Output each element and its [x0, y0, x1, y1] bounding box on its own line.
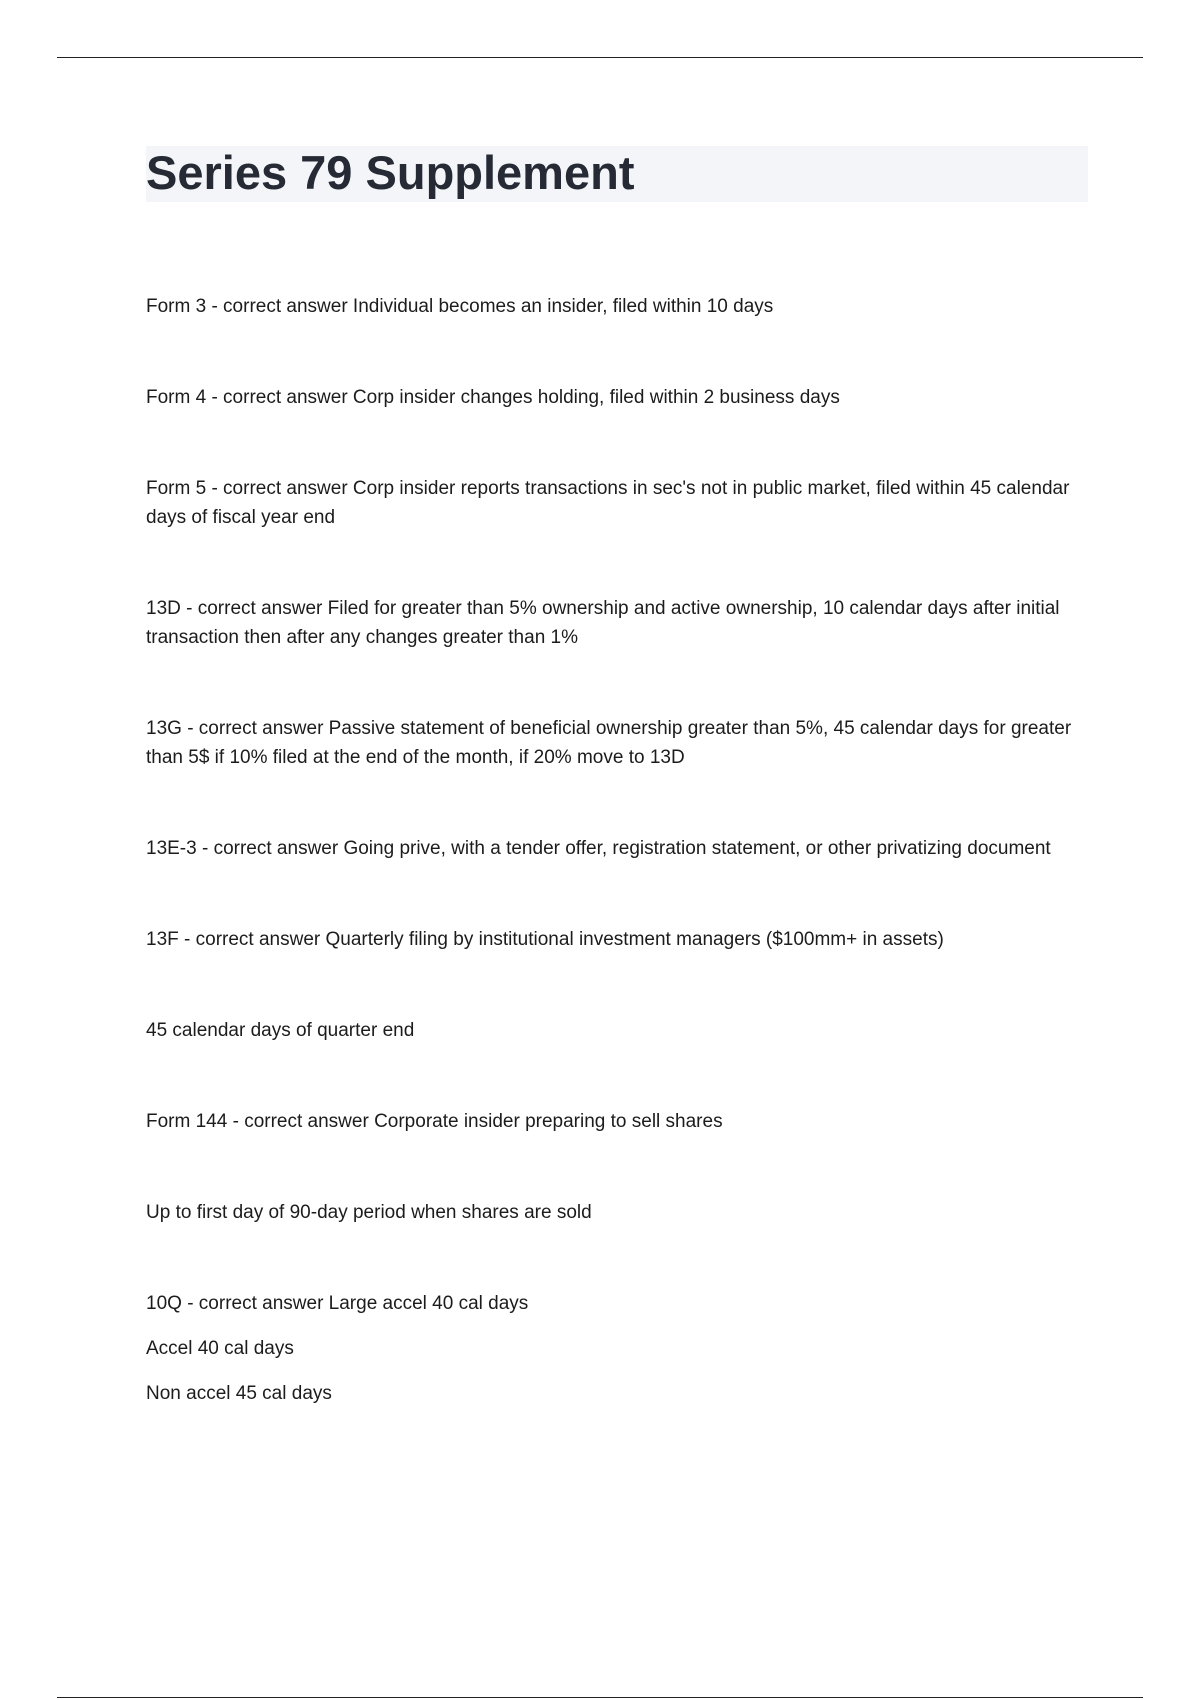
entry-13d — [146, 594, 1088, 652]
document-title: Series 79 Supplement — [146, 146, 635, 199]
entry-form-144 — [146, 1107, 1088, 1136]
entry-text: 13D - correct answer Filed for greater than 5% ownership and active ownership, 10 calendar days after initial transaction then after any changes greater than 1% — [146, 598, 1060, 648]
entry-text: Form 144 - correct answer Corporate insider preparing to sell shares — [146, 1111, 723, 1132]
entry-13e-3 — [146, 834, 1088, 863]
entry-form-144-deadline — [146, 1198, 1088, 1227]
entry-13f — [146, 925, 1088, 954]
top-rule — [57, 57, 1143, 58]
entry-line: Non accel 45 cal days — [146, 1383, 332, 1404]
entry-10q — [146, 1289, 1088, 1408]
bottom-rule — [57, 1697, 1143, 1698]
entry-text: Form 4 - correct answer Corp insider changes holding, filed within 2 business days — [146, 387, 840, 408]
entry-form-5 — [146, 474, 1088, 532]
document-body — [146, 292, 1088, 1470]
entry-text: 45 calendar days of quarter end — [146, 1020, 415, 1041]
entry-text: Up to first day of 90-day period when shares are sold — [146, 1202, 592, 1223]
entry-form-3 — [146, 292, 1088, 321]
entry-text: 13G - correct answer Passive statement of beneficial ownership greater than 5%, 45 calendar days for greater than 5$ if 10% filed at the end of the month, if 20% move to 13D — [146, 718, 1072, 768]
entry-text: 13F - correct answer Quarterly filing by institutional investment managers ($100mm+ in assets) — [146, 929, 944, 950]
entry-text: Form 3 - correct answer Individual becomes an insider, filed within 10 days — [146, 296, 774, 317]
entry-13f-deadline — [146, 1016, 1088, 1045]
entry-form-4 — [146, 383, 1088, 412]
entry-text: 13E-3 - correct answer Going prive, with a tender offer, registration statement, or other privatizing document — [146, 838, 1051, 859]
entry-text: Form 5 - correct answer Corp insider reports transactions in sec's not in public market, filed within 45 calendar days of fiscal year end — [146, 478, 1070, 528]
entry-13g — [146, 714, 1088, 772]
entry-line: Accel 40 cal days — [146, 1338, 294, 1359]
entry-line: 10Q - correct answer Large accel 40 cal days — [146, 1293, 529, 1314]
